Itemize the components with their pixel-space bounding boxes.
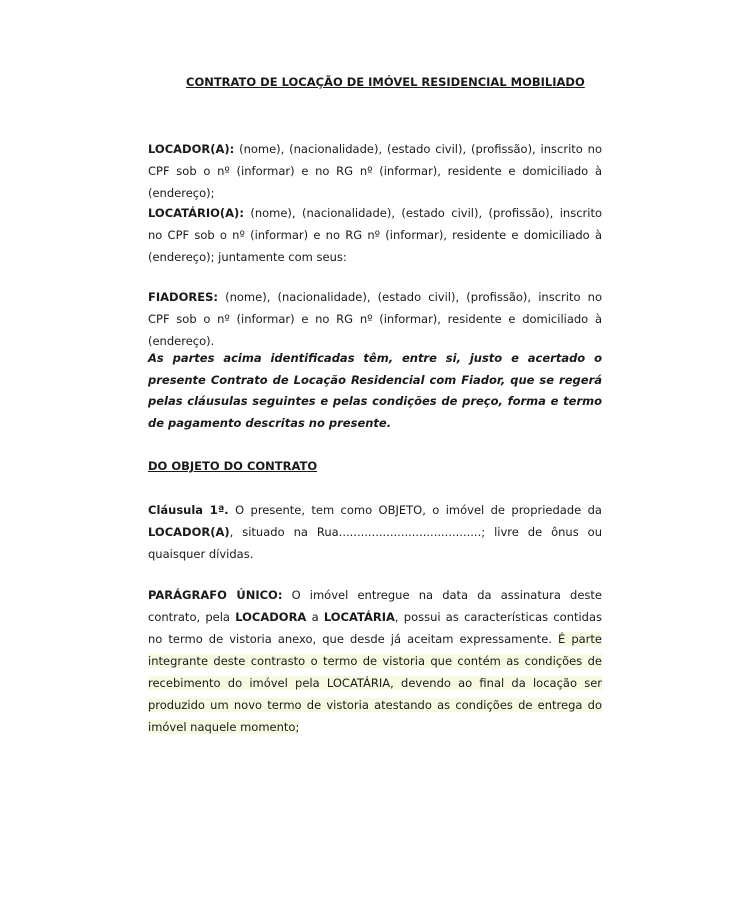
clausula-1-text-a: O presente, tem como OBJETO, o imóvel de propriedade da bbox=[228, 503, 602, 517]
locatario-label: LOCATÁRIO(A): bbox=[148, 206, 244, 220]
clausula-1-text-b: , situado na Rua.......................................; livre de ônus ou quaisquer dívidas. bbox=[148, 525, 602, 561]
section-heading-objeto: DO OBJETO DO CONTRATO bbox=[148, 459, 318, 473]
paragrafo-unico-text-a: O imóvel entregue na data da assinatura deste contrato, pela bbox=[148, 588, 602, 624]
locatario-paragraph bbox=[148, 202, 602, 268]
paragrafo-unico-text-b: a bbox=[306, 610, 324, 624]
paragrafo-unico-highlighted-text: É parte integrante deste contrasto o termo de vistoria que contém as condições de recebimento do imóvel pela LOCATÁRIA, devendo ao final da locação ser produzido um novo termo de vistoria atestando as condições de entrega do imóvel naquele momento; bbox=[148, 632, 602, 734]
paragrafo-unico-text-c: , possui as características contidas no termo de vistoria anexo, que desde já aceitam expressamente. bbox=[148, 610, 603, 646]
clausula-1-locador: LOCADOR(A) bbox=[148, 525, 230, 539]
paragrafo-unico-locadora: LOCADORA bbox=[235, 610, 307, 624]
locador-paragraph bbox=[148, 138, 602, 204]
paragrafo-unico-label: PARÁGRAFO ÚNICO: bbox=[148, 588, 283, 602]
clausula-1-label: Cláusula 1ª. bbox=[148, 503, 229, 517]
clausula-1-paragraph bbox=[148, 499, 602, 565]
locatario-text: (nome), (nacionalidade), (estado civil), (profissão), inscrito no CPF sob o nº (informar) e no RG nº (informar), residente e domiciliado à (endereço); juntamente com seus: bbox=[148, 206, 602, 264]
fiadores-paragraph bbox=[148, 286, 602, 352]
partes-paragraph: As partes acima identificadas têm, entre si, justo e acertado o presente Contrato de Locação Residencial com Fiador, que se regerá pelas cláusulas seguintes e pelas condições de preço, forma e termo de pagamento descritas no presente. bbox=[148, 351, 602, 430]
paragrafo-unico-locataria: LOCATÁRIA bbox=[323, 610, 395, 624]
fiadores-label: FIADORES: bbox=[148, 290, 218, 304]
locador-label: LOCADOR(A): bbox=[148, 142, 235, 156]
document-title: CONTRATO DE LOCAÇÃO DE IMÓVEL RESIDENCIAL MOBILIADO bbox=[186, 75, 585, 89]
locador-text: (nome), (nacionalidade), (estado civil), (profissão), inscrito no CPF sob o nº (informar) e no RG nº (informar), residente e domiciliado à (endereço); bbox=[148, 142, 602, 200]
paragrafo-unico-paragraph bbox=[148, 584, 602, 738]
fiadores-text: (nome), (nacionalidade), (estado civil), (profissão), inscrito no CPF sob o nº (informar) e no RG nº (informar), residente e domiciliado à (endereço). bbox=[148, 290, 602, 348]
